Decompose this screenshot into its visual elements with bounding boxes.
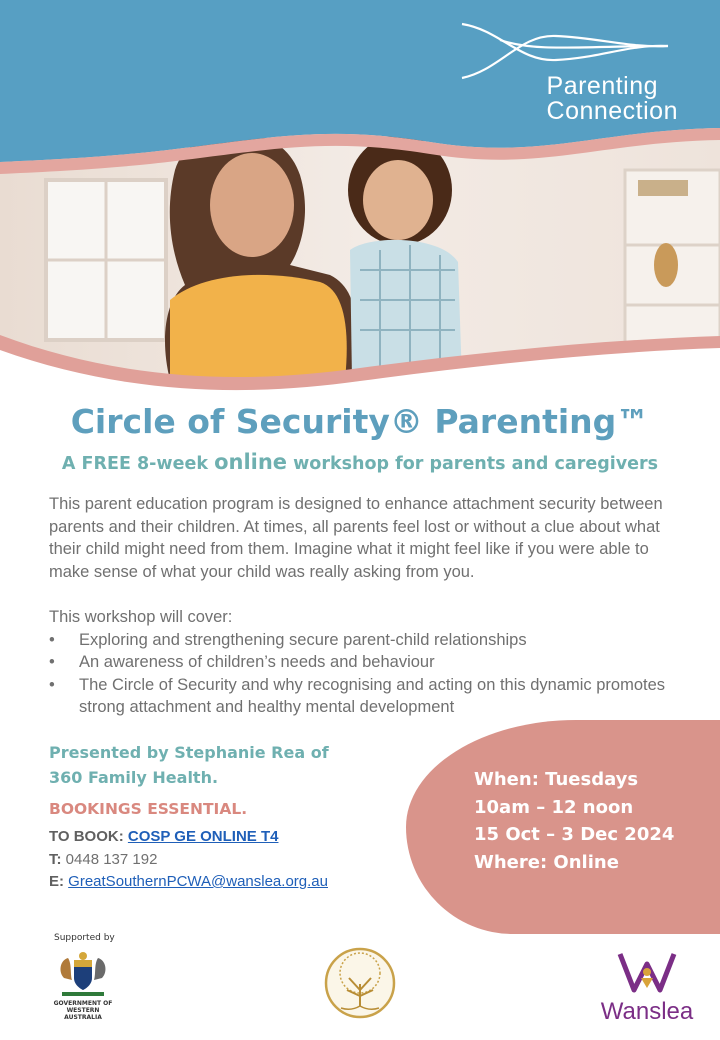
presenter-info [49,740,379,790]
cover-list [49,629,689,719]
list-item: • Exploring and strengthening secure parent-child relationships [49,629,689,652]
wanslea-wordmark: Wanslea [600,998,694,1025]
list-item: • The Circle of Security and why recognising and acting on this dynamic promotes strong attachment and healthy mental development [49,674,689,719]
supported-by-label: Supported by [54,933,115,943]
to-book-link[interactable]: COSP GE ONLINE T4 [127,828,279,845]
when-line2: 10am – 12 noon [474,796,634,818]
to-book-row [49,826,328,849]
page-subtitle [0,450,720,474]
subtitle-before: A FREE 8-week [61,454,215,474]
wa-crest-icon [50,950,116,1000]
intro-paragraph: This parent education program is designed to enhance attachment security between parents and their children. At times, all parents feel lost or without a clue about what their child might need from them. Imagine what it might feel like if you were able to make sense of what your child was really asking from you. [49,495,663,581]
wanslea-logo-icon [612,948,682,996]
cover-heading: This workshop will cover: [49,608,233,626]
bookings-essential: BOOKINGS ESSENTIAL. [49,800,248,818]
to-book-label: TO BOOK: [49,828,128,845]
phone-label: T: [49,850,66,868]
tree-of-life-icon [323,946,397,1020]
parenting-connection-logo-text [547,74,678,124]
subtitle-after: workshop for parents and caregivers [287,454,659,474]
gov-line1: GOVERNMENT OF [53,1000,113,1007]
header-graphic [0,0,720,400]
email-link[interactable]: GreatSouthernPCWA@wanslea.org.au [68,873,328,890]
when-line3: 15 Oct – 3 Dec 2024 [474,824,675,845]
when-line1: When: Tuesdays [474,769,639,790]
workshop-cover-section [49,606,689,719]
phone-row [49,849,328,872]
logo-line1: Parenting [546,72,659,100]
gov-caption [50,1000,116,1021]
email-label: E: [49,873,69,890]
when-line4: Where: Online [474,851,619,873]
page-title: Circle of Security® Parenting™ [70,402,650,441]
gov-line2: WESTERN AUSTRALIA [64,1007,102,1021]
presenter-line1: Presented by Stephanie Rea of [49,743,329,762]
header-banner [0,0,720,400]
wanslea-logo [597,948,697,1026]
phone-number: 0448 137 192 [65,850,158,868]
list-item: • An awareness of children’s needs and behaviour [49,651,689,674]
logo-line2: Connection [546,97,678,125]
subtitle-emphasis: online [214,450,288,474]
email-row [49,871,328,894]
presenter-line2: 360 Family Health. [49,768,219,787]
when-where-text [474,766,674,876]
booking-contacts [49,826,328,894]
